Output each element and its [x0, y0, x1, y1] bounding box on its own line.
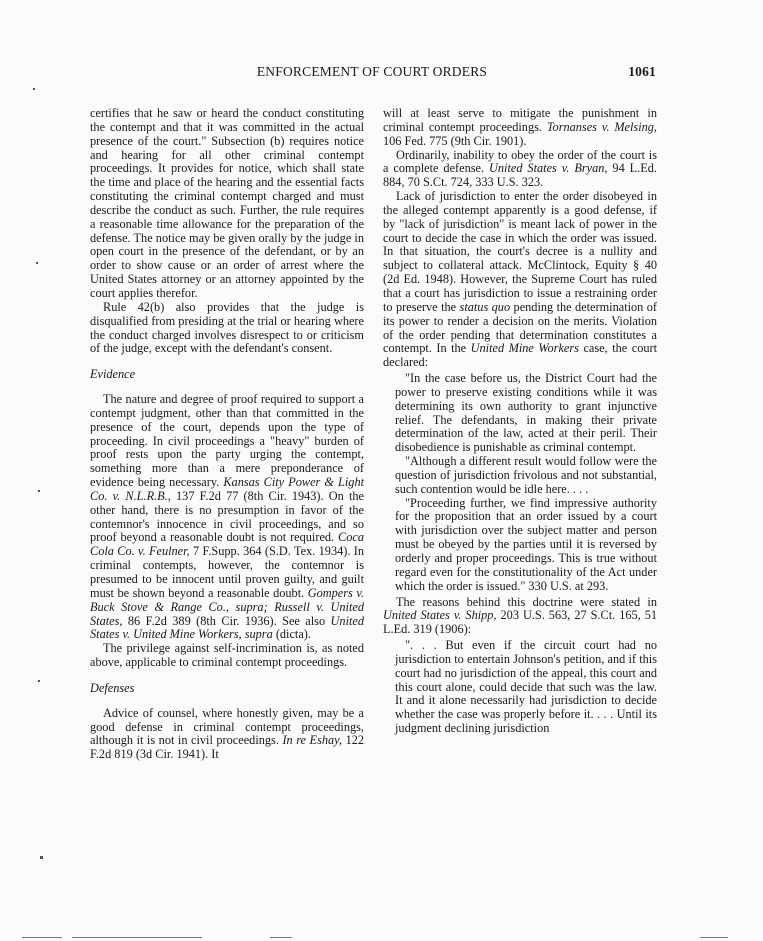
scan-speck	[40, 856, 43, 859]
block-quote	[395, 372, 657, 594]
scan-edge-line	[72, 937, 202, 938]
quote-paragraph: "In the case before us, the District Court had the power to preserve existing conditions while it was determining its own authority to grant injunctive relief. The defendants, in making their private determination of the law, acted at their peril. Their disobedience is punishable as criminal contempt.	[395, 371, 657, 455]
left-column	[90, 107, 364, 762]
paragraph: The reasons behind this doctrine were stated in United States v. Shipp, 203 U.S. 563, 27 S.Ct. 165, 51 L.Ed. 319 (1906):	[383, 594, 657, 637]
section-heading-defenses: Defenses	[90, 680, 135, 695]
paragraph: Advice of counsel, where honestly given, may be a good defense in criminal contempt proceedings, although it is not in civil proceedings. In re Eshay, 122 F.2d 819 (3d Cir. 1941). It	[90, 705, 365, 762]
paragraph: Lack of jurisdiction to enter the order disobeyed in the alleged contempt apparently is a good defense, if by "lack of jurisdiction" is meant lack of power in the court to decide the case in which the order was issued. In that situation, the court's decree is a nullity and subject to collateral attack. McClintock, Equity § 40 (2d Ed. 1948). However, the Supreme Court has ruled that a court has jurisdiction to issue a restraining order to preserve the status quo pending the determination of its power to render a decision on the merits. Violation of the order pending that determination constitutes a contempt. In the United Mine Workers case, the court declared:	[383, 189, 658, 370]
scan-edge-line	[270, 937, 292, 938]
paragraph: certifies that he saw or heard the conduct constituting the contempt and that it was committed in the actual presence of the court." Subsection (b) requires notice and hearing for all other criminal contempt proceedings. It provides for notice, which shall state the time and place of the hearing and the essential facts constituting the criminal contempt charged and must describe the conduct as such. Further, the rule requires a reasonable time allowance for the preparation of the defense. The notice may be given orally by the judge in open court in the presence of the defendant, or by an order to show cause or an order of arrest where the United States attorney or an attorney appointed by the court applies therefor.	[90, 106, 364, 300]
paragraph: will at least serve to mitigate the punishment in criminal contempt proceedings. Tornanses v. Melsing, 106 Fed. 775 (9th Cir. 1901).	[383, 106, 658, 148]
page-number: 1061	[628, 64, 656, 79]
scan-speck	[33, 88, 35, 90]
quote-paragraph: ". . . But even if the circuit court had no jurisdiction to entertain Johnson's petition, and if this court had no jurisdiction of the appeal, this court and this court alone, could decide that such was the law. It and it alone necessarily had jurisdiction to decide whether the case was properly before it. . . . Until its judgment declining jurisdiction	[395, 638, 657, 736]
quote-paragraph: "Although a different result would follow were the question of jurisdiction frivolous and not substantial, such contention would be idle here. . . .	[395, 454, 657, 496]
case-citation: Coca Cola Co. v. Feulner,	[90, 530, 364, 559]
scan-edge-line	[700, 937, 728, 938]
block-quote	[395, 639, 657, 736]
case-citation: United States v. Bryan,	[489, 161, 608, 176]
paragraph: Rule 42(b) also provides that the judge is disqualified from presiding at the trial or hearing where the conduct charged involves disrespect to or criticism of the judge, except with the defendant's consent.	[90, 299, 364, 356]
right-column	[383, 107, 657, 738]
case-citation: In re Eshay,	[282, 733, 343, 748]
case-citation: Tornanses v. Melsing,	[546, 119, 658, 134]
case-citation: United States v. United Mine Workers, supra	[90, 613, 365, 642]
quote-paragraph: "Proceeding further, we find impressive authority for the proposition that an order issued by a court with jurisdiction over the subject matter and person must be obeyed by the parties until it is reversed by orderly and proper proceedings. This is true without regard even for the constitutionality of the Act under which the order is issued." 330 U.S. at 293.	[395, 495, 657, 593]
paragraph: The nature and degree of proof required to support a contempt judgment, other than that committed in the presence of the court, depends upon the type of proceeding. In civil proceedings a "heavy" burden of proof rests upon the party urging the contempt, something more than a mere preponderance of evidence being necessary. Kansas City Power & Light Co. v. N.L.R.B., 137 F.2d 77 (8th Cir. 1943). On the other hand, there is no presumption in favor of the contemnor's innocence in civil proceedings, and so proof beyond a reasonable doubt is not required. Coca Cola Co. v. Feulner, 7 F.Supp. 364 (S.D. Tex. 1934). In criminal contempts, however, the contemnor is presumed to be innocent until proven guilty, and guilt must be shown beyond a reasonable doubt. Gompers v. Buck Stove & Range Co., supra; Russell v. United States, 86 F.2d 389 (8th Cir. 1936). See also United States v. United Mine Workers, supra (dicta).	[90, 392, 365, 642]
latin-term: status quo	[459, 299, 511, 314]
case-citation: United States v. Shipp,	[383, 608, 497, 623]
section-heading-evidence: Evidence	[90, 367, 136, 382]
page-header	[88, 64, 656, 82]
running-title: ENFORCEMENT OF COURT ORDERS	[256, 64, 488, 79]
paragraph: The privilege against self-incrimination is, as noted above, applicable to criminal contempt proceedings.	[90, 641, 364, 670]
scan-speck	[38, 680, 40, 682]
case-citation: United Mine Workers	[470, 341, 579, 356]
case-citation: Kansas City Power & Light Co. v. N.L.R.B.,	[90, 475, 365, 503]
scan-speck	[38, 490, 40, 492]
paragraph: Ordinarily, inability to obey the order of the court is a complete defense. United States v. Bryan, 94 L.Ed. 884, 70 S.Ct. 724, 333 U.S. 323.	[383, 147, 657, 190]
scan-edge-line	[22, 937, 62, 938]
case-citation: Gompers v. Buck Stove & Range Co., supra; Russell v. United States,	[90, 585, 364, 628]
scan-speck	[36, 262, 38, 264]
